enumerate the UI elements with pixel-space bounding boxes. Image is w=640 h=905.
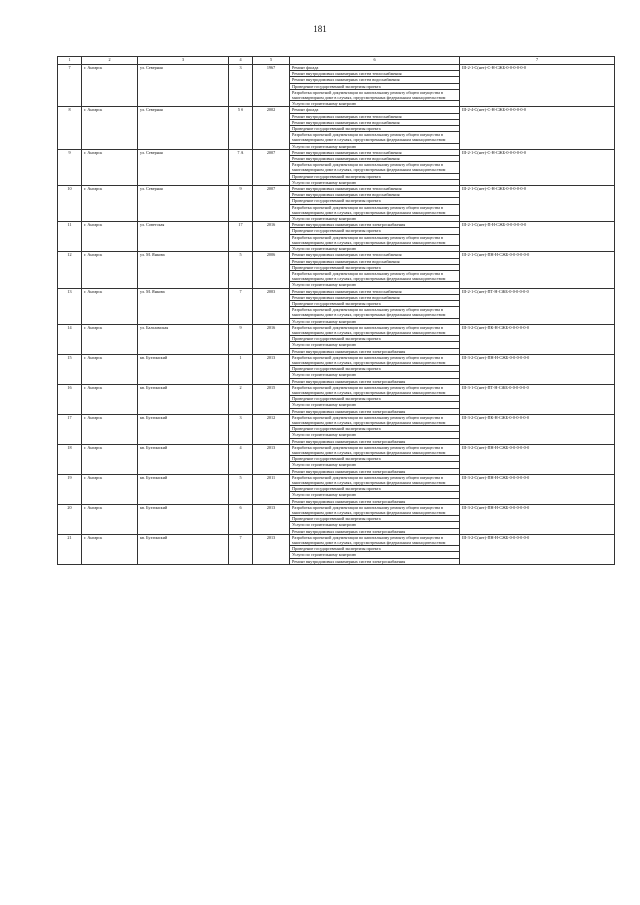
year-cell: 2013 xyxy=(253,534,290,564)
house-number-cell: 7 xyxy=(229,288,253,324)
work-type-cell: Разработка проектной документации по капитальному ремонту общего имущества в многоквартирном доме в случаях, предусмотренных федеральным законодательством xyxy=(290,234,460,245)
classification-code-cell: III-2-1-С(нет)-ПТ-Н-СЖБ-0-0-0-0-0-0 xyxy=(460,288,615,324)
table-row xyxy=(58,149,615,155)
work-type-cell: Разработка проектной документации по капитальному ремонту общего имущества в многоквартирном доме в случаях, предусмотренных федеральным законодательством xyxy=(290,204,460,215)
work-type-cell: Разработка проектной документации по капитальному ремонту общего имущества в многоквартирном доме в случаях, предусмотренных федеральным законодательством xyxy=(290,444,460,455)
work-type-cell: Ремонт внутридомовых инженерных систем теплоснабжения xyxy=(290,186,460,192)
table-row xyxy=(58,324,615,335)
row-number-cell: 16 xyxy=(58,384,82,414)
classification-code-cell: III-3-2-С(нет)-ПК-Н-СЖБ-0-0-0-0-0-0 xyxy=(460,324,615,354)
classification-code-cell: III-2-1-С(нет)-С-Н-СЖБ-0-0-0-0-0-0 xyxy=(460,186,615,222)
street-cell: ул. Северная xyxy=(138,149,229,185)
work-type-cell: Разработка проектной документации по капитальному ремонту общего имущества в многоквартирном доме в случаях, предусмотренных федеральным законодательством xyxy=(290,414,460,425)
work-type-cell: Услуги по строительному контролю xyxy=(290,246,460,252)
classification-code-cell: III-3-2-С(нет)-ПК-Н-СЖБ-0-0-0-0-0-0 xyxy=(460,414,615,444)
house-number-cell: 5 xyxy=(229,474,253,504)
work-type-cell: Разработка проектной документации по капитальному ремонту общего имущества в многоквартирном доме в случаях, предусмотренных федеральным законодательством xyxy=(290,132,460,143)
classification-code-cell: III-3-2-С(нет)-ПН-Н-СЖБ-0-0-0-0-0-0 xyxy=(460,444,615,474)
work-type-cell: Проведение государственной экспертизы проекта xyxy=(290,300,460,306)
house-number-cell: 9 xyxy=(229,324,253,354)
work-type-cell: Ремонт внутридомовых инженерных систем электроснабжения xyxy=(290,528,460,534)
work-type-cell: Разработка проектной документации по капитальному ремонту общего имущества в многоквартирном доме в случаях, предусмотренных федеральным законодательством xyxy=(290,504,460,515)
street-cell: ул. Северная xyxy=(138,65,229,107)
house-number-cell: 2 xyxy=(229,384,253,414)
street-cell: ул. Советская xyxy=(138,222,229,252)
year-cell: 2012 xyxy=(253,414,290,444)
house-number-cell: 5 xyxy=(229,252,253,288)
work-type-cell: Ремонт внутридомовых инженерных систем водоснабжения xyxy=(290,77,460,83)
year-cell: 2016 xyxy=(253,222,290,252)
table-row xyxy=(58,354,615,365)
work-type-cell: Ремонт внутридомовых инженерных систем водоснабжения xyxy=(290,119,460,125)
street-cell: кв. Бухтинский xyxy=(138,504,229,534)
city-cell: г. Ангарск xyxy=(82,65,138,107)
row-number-cell: 19 xyxy=(58,474,82,504)
street-cell: ул. Бальзамская xyxy=(138,324,229,354)
table-row xyxy=(58,534,615,545)
city-cell: г. Ангарск xyxy=(82,149,138,185)
classification-code-cell: III-3-2-С(нет)-ПН-Н-СЖБ-0-0-0-0-0-0 xyxy=(460,534,615,564)
street-cell: кв. Бухтинский xyxy=(138,384,229,414)
column-header: 4 xyxy=(229,57,253,65)
work-type-cell: Ремонт внутридомовых инженерных систем теплоснабжения xyxy=(290,288,460,294)
work-type-cell: Проведение государственной экспертизы проекта xyxy=(290,456,460,462)
house-number-cell: 5 б xyxy=(229,107,253,149)
work-type-cell: Проведение государственной экспертизы проекта xyxy=(290,173,460,179)
work-type-cell: Ремонт внутридомовых инженерных систем водоснабжения xyxy=(290,294,460,300)
work-type-cell: Ремонт фасада xyxy=(290,65,460,71)
work-type-cell: Ремонт внутридомовых инженерных систем электроснабжения xyxy=(290,378,460,384)
work-type-cell: Разработка проектной документации по капитальному ремонту общего имущества в многоквартирном доме в случаях, предусмотренных федеральным законодательством xyxy=(290,354,460,365)
city-cell: г. Ангарск xyxy=(82,186,138,222)
city-cell: г. Ангарск xyxy=(82,444,138,474)
classification-code-cell: III-2-1-С(нет)-П-Н-СЖБ-0-0-0-0-0-0 xyxy=(460,222,615,252)
work-type-cell: Проведение государственной экспертизы проекта xyxy=(290,486,460,492)
work-type-cell: Разработка проектной документации по капитальному ремонту общего имущества в многоквартирном доме в случаях, предусмотренных федеральным законодательством xyxy=(290,384,460,395)
year-cell: 2016 xyxy=(253,324,290,354)
row-number-cell: 8 xyxy=(58,107,82,149)
year-cell: 2013 xyxy=(253,444,290,474)
work-type-cell: Услуги по строительному контролю xyxy=(290,402,460,408)
work-type-cell: Услуги по строительному контролю xyxy=(290,492,460,498)
house-number-cell: 3 xyxy=(229,414,253,444)
work-type-cell: Ремонт внутридомовых инженерных систем водоснабжения xyxy=(290,192,460,198)
classification-code-cell: III-3-2-С(нет)-ПН-Н-СЖБ-0-0-0-0-0-0 xyxy=(460,354,615,384)
house-number-cell: 6 xyxy=(229,504,253,534)
house-number-cell: 4 xyxy=(229,444,253,474)
table-row xyxy=(58,222,615,228)
column-header: 6 xyxy=(290,57,460,65)
table-row xyxy=(58,414,615,425)
classification-code-cell: III-2-4-С(нет)-С-Н-СЖБ-0-0-0-0-0-0 xyxy=(460,107,615,149)
work-type-cell: Проведение государственной экспертизы проекта xyxy=(290,546,460,552)
work-type-cell: Разработка проектной документации по капитальному ремонту общего имущества в многоквартирном доме в случаях, предусмотренных федеральным законодательством xyxy=(290,307,460,318)
classification-code-cell: III-3-2-С(нет)-ПН-Н-СЖБ-0-0-0-0-0-0 xyxy=(460,504,615,534)
work-type-cell: Ремонт внутридомовых инженерных систем водоснабжения xyxy=(290,258,460,264)
house-number-cell: 3 xyxy=(229,65,253,107)
work-type-cell: Услуги по строительному контролю xyxy=(290,522,460,528)
work-type-cell: Ремонт внутридомовых инженерных систем электроснабжения xyxy=(290,498,460,504)
year-cell: 2007 xyxy=(253,186,290,222)
classification-code-cell: III-3-2-С(нет)-ПН-Н-СЖБ-0-0-0-0-0-0 xyxy=(460,474,615,504)
work-type-cell: Услуги по строительному контролю xyxy=(290,179,460,185)
work-type-cell: Проведение государственной экспертизы проекта xyxy=(290,126,460,132)
table-row xyxy=(58,444,615,455)
classification-code-cell: III-2-1-С(нет)-С-Н-СЖБ-0-0-0-0-0-0 xyxy=(460,149,615,185)
work-type-cell: Ремонт внутридомовых инженерных систем теплоснабжения xyxy=(290,71,460,77)
year-cell: 2006 xyxy=(253,252,290,288)
work-type-cell: Проведение государственной экспертизы проекта xyxy=(290,336,460,342)
house-number-cell: 7 xyxy=(229,534,253,564)
work-type-cell: Услуги по строительному контролю xyxy=(290,372,460,378)
city-cell: г. Ангарск xyxy=(82,384,138,414)
work-type-cell: Услуги по строительному контролю xyxy=(290,552,460,558)
work-type-cell: Разработка проектной документации по капитальному ремонту общего имущества в многоквартирном доме в случаях, предусмотренных федеральным законодательством xyxy=(290,89,460,100)
city-cell: г. Ангарск xyxy=(82,288,138,324)
year-cell: 2013 xyxy=(253,354,290,384)
city-cell: г. Ангарск xyxy=(82,354,138,384)
city-cell: г. Ангарск xyxy=(82,504,138,534)
city-cell: г. Ангарск xyxy=(82,324,138,354)
table-row xyxy=(58,252,615,258)
work-type-cell: Проведение государственной экспертизы проекта xyxy=(290,83,460,89)
row-number-cell: 15 xyxy=(58,354,82,384)
page-number: 181 xyxy=(313,24,327,34)
work-type-cell: Услуги по строительному контролю xyxy=(290,318,460,324)
column-header: 5 xyxy=(253,57,290,65)
table-row xyxy=(58,186,615,192)
work-type-cell: Услуги по строительному контролю xyxy=(290,282,460,288)
work-type-cell: Услуги по строительному контролю xyxy=(290,462,460,468)
city-cell: г. Ангарск xyxy=(82,414,138,444)
work-type-cell: Ремонт внутридомовых инженерных систем теплоснабжения xyxy=(290,149,460,155)
work-type-cell: Услуги по строительному контролю xyxy=(290,101,460,107)
column-header: 1 xyxy=(58,57,82,65)
table-row xyxy=(58,504,615,515)
table-row xyxy=(58,288,615,294)
street-cell: кв. Бухтинский xyxy=(138,474,229,504)
city-cell: г. Ангарск xyxy=(82,474,138,504)
row-number-cell: 14 xyxy=(58,324,82,354)
work-type-cell: Ремонт фасада xyxy=(290,107,460,113)
year-cell: 2002 xyxy=(253,107,290,149)
street-cell: ул. М. Янкова xyxy=(138,288,229,324)
street-cell: кв. Бухтинский xyxy=(138,354,229,384)
work-type-cell: Разработка проектной документации по капитальному ремонту общего имущества в многоквартирном доме в случаях, предусмотренных федеральным законодательством xyxy=(290,534,460,545)
work-type-cell: Проведение государственной экспертизы проекта xyxy=(290,198,460,204)
year-cell: 2015 xyxy=(253,384,290,414)
work-type-cell: Ремонт внутридомовых инженерных систем электроснабжения xyxy=(290,348,460,354)
year-cell: 1967 xyxy=(253,65,290,107)
work-type-cell: Проведение государственной экспертизы проекта xyxy=(290,396,460,402)
work-type-cell: Ремонт внутридомовых инженерных систем электроснабжения xyxy=(290,438,460,444)
work-type-cell: Проведение государственной экспертизы проекта xyxy=(290,264,460,270)
city-cell: г. Ангарск xyxy=(82,107,138,149)
work-type-cell: Услуги по строительному контролю xyxy=(290,432,460,438)
work-type-cell: Проведение государственной экспертизы проекта xyxy=(290,366,460,372)
capital-repair-table xyxy=(57,56,615,565)
year-cell: 2003 xyxy=(253,288,290,324)
work-type-cell: Услуги по строительному контролю xyxy=(290,342,460,348)
header-row xyxy=(58,57,615,65)
street-cell: кв. Бухтинский xyxy=(138,534,229,564)
row-number-cell: 13 xyxy=(58,288,82,324)
work-type-cell: Проведение государственной экспертизы проекта xyxy=(290,426,460,432)
work-type-cell: Ремонт внутридомовых инженерных систем теплоснабжения xyxy=(290,252,460,258)
column-header: 2 xyxy=(82,57,138,65)
work-type-cell: Ремонт внутридомовых инженерных систем теплоснабжения xyxy=(290,113,460,119)
house-number-cell: 17 xyxy=(229,222,253,252)
street-cell: кв. Бухтинский xyxy=(138,444,229,474)
street-cell: ул. Северная xyxy=(138,107,229,149)
work-type-cell: Проведение государственной экспертизы проекта xyxy=(290,228,460,234)
street-cell: ул. М. Янкова xyxy=(138,252,229,288)
work-type-cell: Услуги по строительному контролю xyxy=(290,216,460,222)
work-type-cell: Услуги по строительному контролю xyxy=(290,143,460,149)
city-cell: г. Ангарск xyxy=(82,252,138,288)
work-type-cell: Проведение государственной экспертизы проекта xyxy=(290,516,460,522)
work-type-cell: Ремонт внутридомовых инженерных систем водоснабжения xyxy=(290,156,460,162)
year-cell: 2011 xyxy=(253,474,290,504)
work-type-cell: Разработка проектной документации по капитальному ремонту общего имущества в многоквартирном доме в случаях, предусмотренных федеральным законодательством xyxy=(290,474,460,485)
year-cell: 2007 xyxy=(253,149,290,185)
house-number-cell: 7 А xyxy=(229,149,253,185)
row-number-cell: 18 xyxy=(58,444,82,474)
row-number-cell: 11 xyxy=(58,222,82,252)
row-number-cell: 10 xyxy=(58,186,82,222)
table-row xyxy=(58,474,615,485)
work-type-cell: Ремонт внутридомовых инженерных систем электроснабжения xyxy=(290,222,460,228)
row-number-cell: 9 xyxy=(58,149,82,185)
house-number-cell: 9 xyxy=(229,186,253,222)
classification-code-cell: III-2-1-С(нет)-ПН-Н-СЖБ-0-0-0-0-0-0 xyxy=(460,252,615,288)
work-type-cell: Разработка проектной документации по капитальному ремонту общего имущества в многоквартирном доме в случаях, предусмотренных федеральным законодательством xyxy=(290,270,460,281)
year-cell: 2013 xyxy=(253,504,290,534)
house-number-cell: 1 xyxy=(229,354,253,384)
row-number-cell: 20 xyxy=(58,504,82,534)
city-cell: г. Ангарск xyxy=(82,222,138,252)
row-number-cell: 12 xyxy=(58,252,82,288)
row-number-cell: 21 xyxy=(58,534,82,564)
classification-code-cell: III-2-1-С(нет)-С-Н-СЖБ-0-0-0-0-0-0 xyxy=(460,65,615,107)
city-cell: г. Ангарск xyxy=(82,534,138,564)
row-number-cell: 7 xyxy=(58,65,82,107)
street-cell: кв. Бухтинский xyxy=(138,414,229,444)
classification-code-cell: III-3-1-С(нет)-ПТ-Н-СЖБ-0-0-0-0-0-0 xyxy=(460,384,615,414)
work-type-cell: Ремонт внутридомовых инженерных систем электроснабжения xyxy=(290,468,460,474)
column-header: 7 xyxy=(460,57,615,65)
work-type-cell: Разработка проектной документации по капитальному ремонту общего имущества в многоквартирном доме в случаях, предусмотренных федеральным законодательством xyxy=(290,162,460,173)
table-row xyxy=(58,384,615,395)
street-cell: ул. Северная xyxy=(138,186,229,222)
work-type-cell: Ремонт внутридомовых инженерных систем электроснабжения xyxy=(290,408,460,414)
work-type-cell: Разработка проектной документации по капитальному ремонту общего имущества в многоквартирном доме в случаях, предусмотренных федеральным законодательством xyxy=(290,324,460,335)
row-number-cell: 17 xyxy=(58,414,82,444)
column-header: 3 xyxy=(138,57,229,65)
work-type-cell: Ремонт внутридомовых инженерных систем электроснабжения xyxy=(290,558,460,564)
